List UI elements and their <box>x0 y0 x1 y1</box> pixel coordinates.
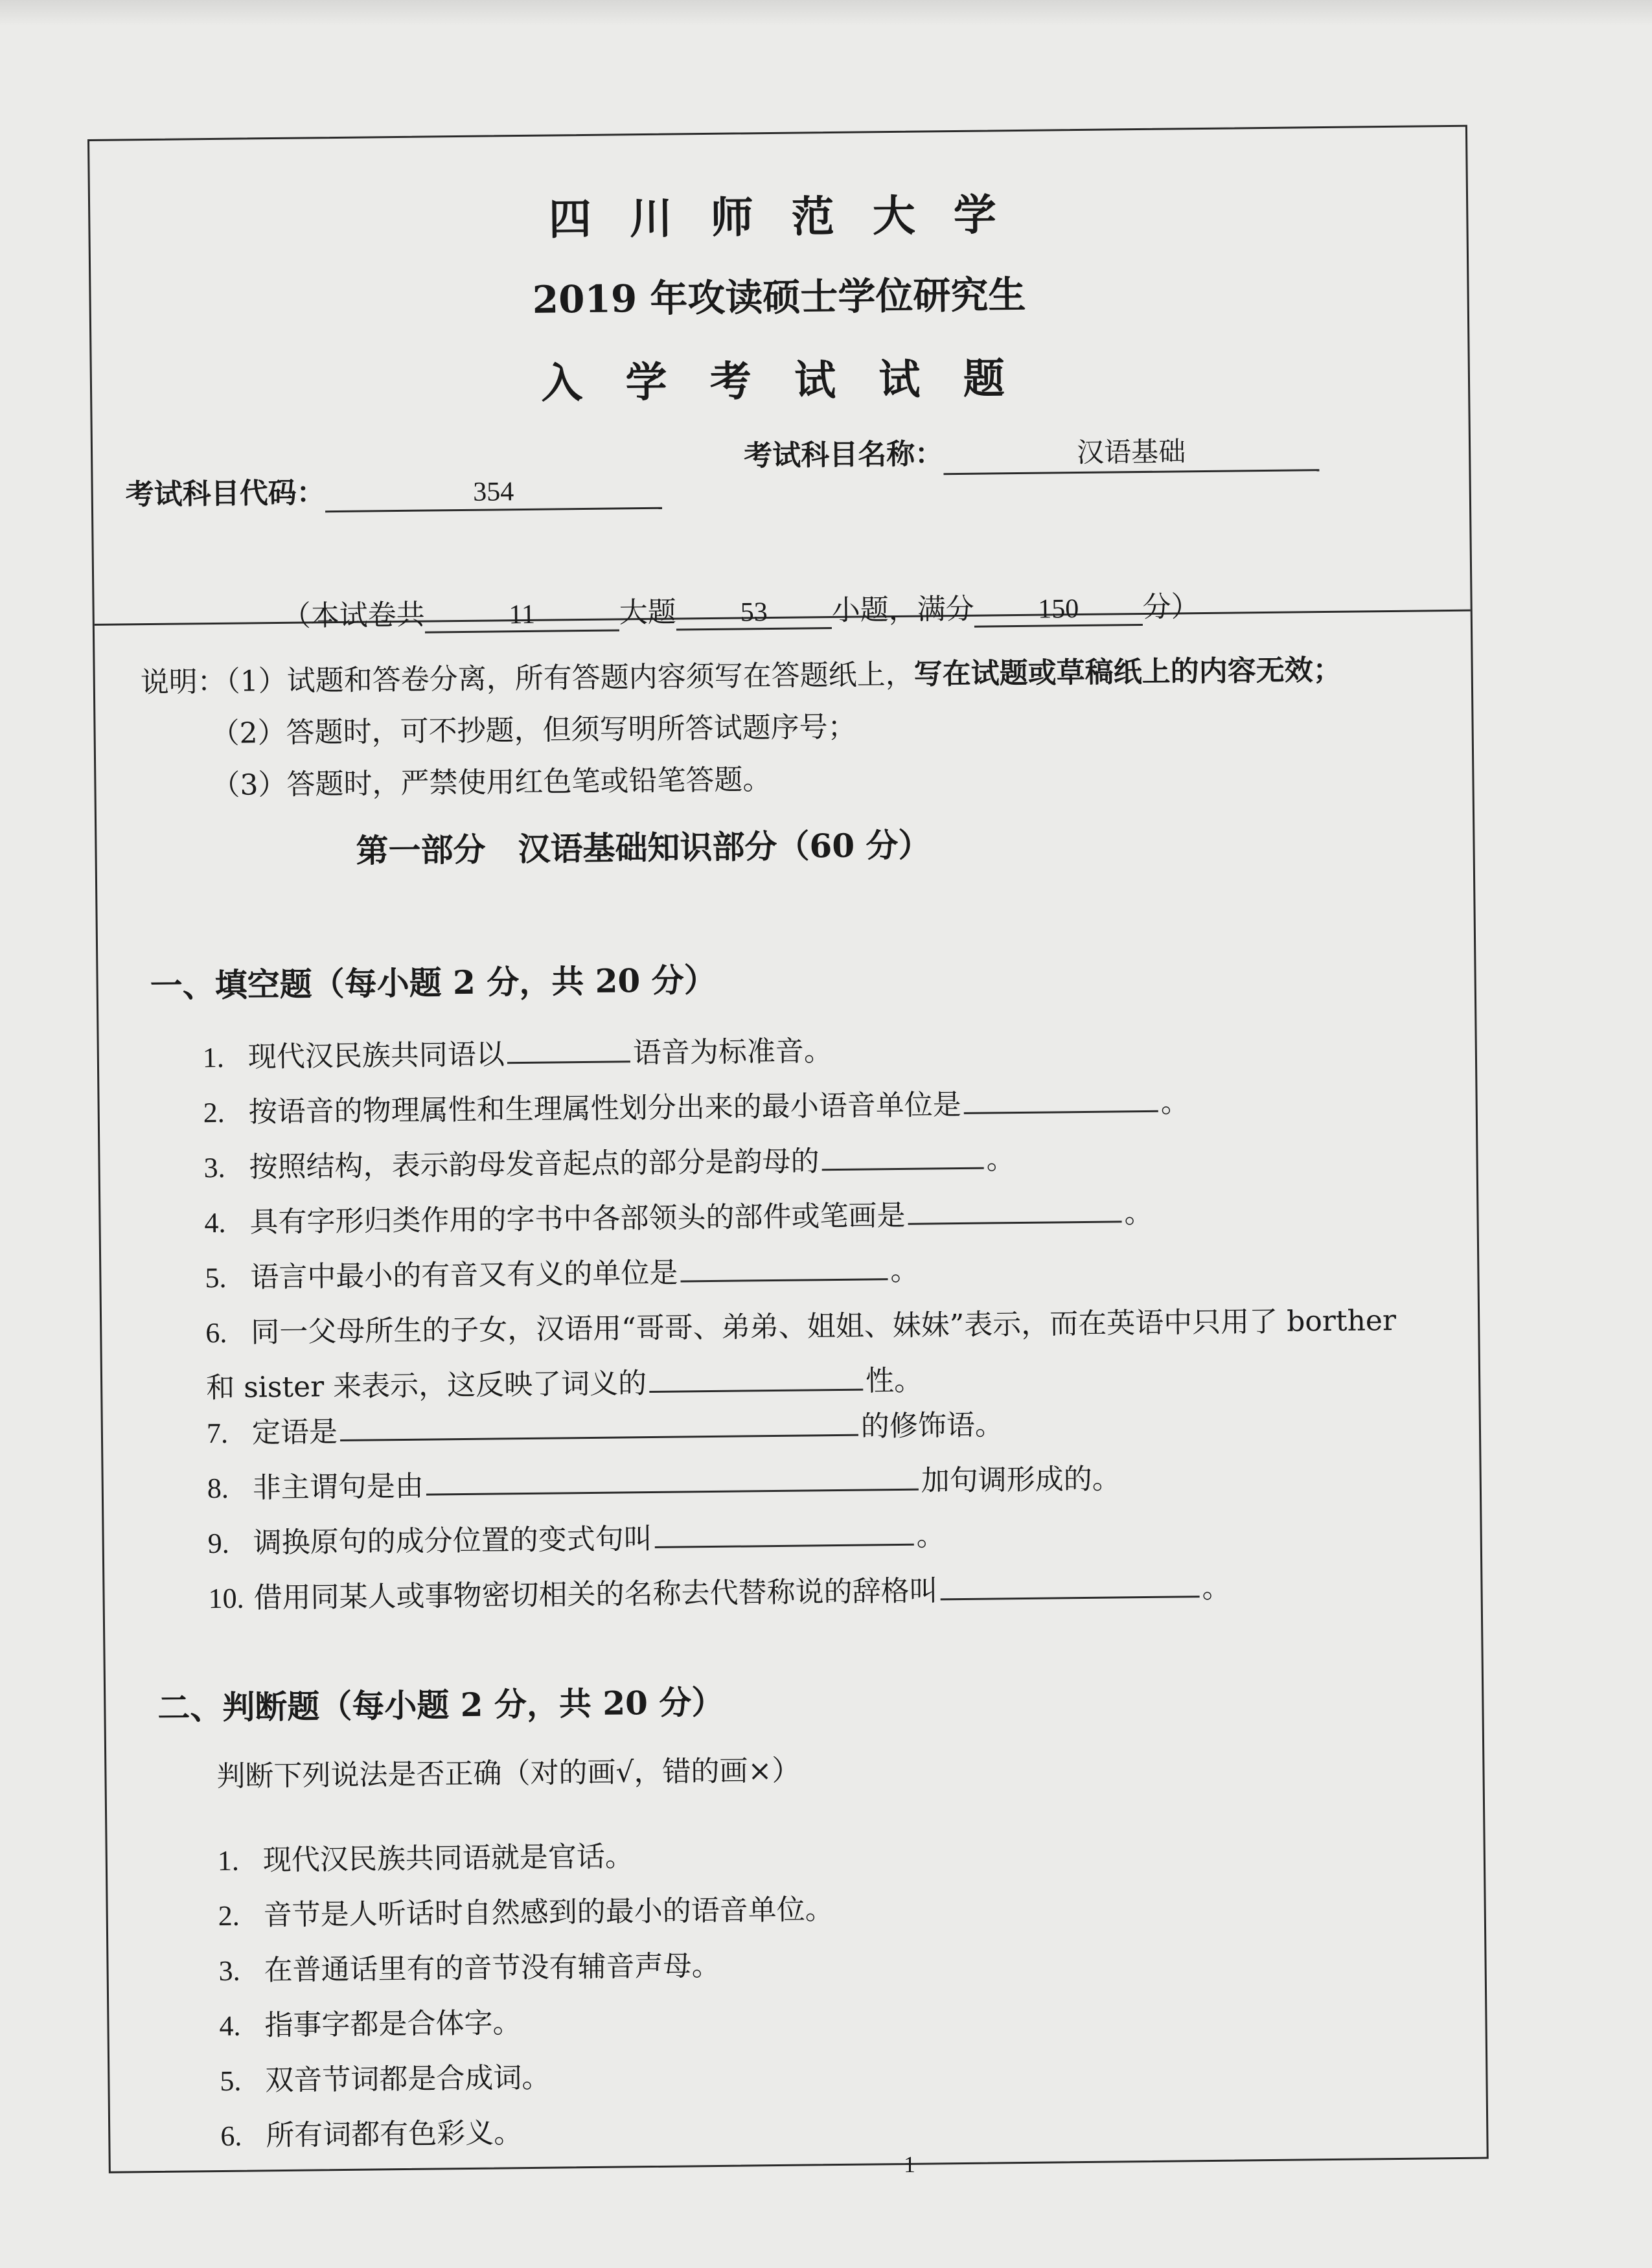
answer-blank <box>940 1570 1199 1600</box>
fill-question-6-continued: 和 sister 来表示，这反映了词义的 性。 <box>206 1357 923 1406</box>
answer-blank <box>654 1518 913 1548</box>
answer-blank <box>908 1195 1121 1224</box>
summary-prefix: （本试卷共 <box>282 598 425 633</box>
university-name: 四 川 师 范 大 学 <box>548 189 1009 245</box>
judge-question-5: 5. 双音节词都是合成词。 <box>220 2061 551 2098</box>
exam-summary-line <box>282 583 1200 635</box>
instruction-2: （2）答题时，可不抄题，但须写明所答试题序号； <box>211 710 856 751</box>
paper-edge <box>0 0 1652 26</box>
fill-question-9: 9. 调换原句的成分位置的变式句叫 。 <box>207 1512 945 1561</box>
answer-blank <box>649 1363 863 1393</box>
exam-page-frame <box>87 125 1489 2173</box>
subject-code-label: 考试科目代码： <box>125 476 326 512</box>
fill-question-5: 5. 语言中最小的有音又有义的单位是 。 <box>205 1247 919 1296</box>
section1-title: 一、填空题（每小题 2 分，共 20 分） <box>150 960 717 1005</box>
fill-question-3: 3. 按照结构，表示韵母发音起点的部分是韵母的 。 <box>203 1136 1015 1186</box>
fill-question-7: 7. 定语是 的修饰语。 <box>206 1408 1004 1450</box>
answer-blank <box>426 1463 919 1496</box>
part1-title: 第一部分 汉语基础知识部分（60 分） <box>356 825 931 870</box>
judge-question-6: 6. 所有词都有色彩义。 <box>220 2116 523 2153</box>
answer-blank <box>680 1252 888 1282</box>
fill-question-2: 2. 按语音的物理属性和生理属性划分出来的最小语音单位是 。 <box>203 1079 1189 1130</box>
small-questions-label: 小题，满分 <box>831 592 974 628</box>
exam-type-title: 入 学 考 试 试 题 <box>540 354 1020 408</box>
fill-question-8: 8. 非主谓句是由 加句调形成的。 <box>207 1462 1121 1505</box>
score-suffix: 分） <box>1142 590 1200 624</box>
exam-year-title: 2019 年攻读硕士学位研究生 <box>532 272 1026 322</box>
answer-blank <box>963 1084 1158 1114</box>
judge-question-3: 3. 在普通话里有的音节没有辅音声母。 <box>218 1949 720 1987</box>
answer-blank <box>821 1141 983 1171</box>
subject-name-value: 汉语基础 <box>943 429 1320 475</box>
instructions-label: 说明： <box>140 665 227 700</box>
fill-question-4: 4. 具有字形归类作用的字书中各部领头的部件或笔画是 。 <box>204 1189 1153 1241</box>
fill-question-1: 1. 现代汉民族共同语以 语音为标准音。 <box>202 1035 833 1074</box>
big-questions-label: 大题 <box>619 595 676 630</box>
answer-blank <box>340 1408 858 1441</box>
fill-question-6: 6. 同一父母所生的子女，汉语用“哥哥、弟弟、姐姐、妹妹”表示，而在英语中只用了 borther <box>205 1303 1397 1349</box>
big-questions-count: 11 <box>424 598 619 633</box>
judge-question-1: 1. 现代汉民族共同语就是官话。 <box>217 1840 634 1877</box>
subject-code-value: 354 <box>325 475 662 512</box>
subject-name-label: 考试科目名称： <box>743 437 944 473</box>
instruction-text-1: （1）试题和答卷分离，所有答题内容须写在答题纸上， <box>225 658 914 698</box>
invalid-content-warning: 写在试题或草稿纸上的内容无效； <box>913 653 1342 691</box>
exam-header-box <box>89 127 1471 626</box>
section2-instruction: 判断下列说法是否正确（对的画√，错的画×） <box>216 1754 801 1794</box>
small-questions-count: 53 <box>676 596 832 631</box>
instruction-1 <box>140 647 1342 700</box>
fill-question-10: 10. 借用同某人或事物密切相关的名称去代替称说的辞格叫 。 <box>208 1564 1231 1617</box>
answer-blank <box>507 1035 630 1064</box>
section2-title: 二、判断题（每小题 2 分，共 20 分） <box>157 1682 724 1727</box>
judge-question-4: 4. 指事字都是合体字。 <box>219 2006 522 2043</box>
instruction-3: （3）答题时，严禁使用红色笔或铅笔答题。 <box>211 763 772 803</box>
subject-code-row <box>125 466 662 515</box>
judge-question-2: 2. 音节是人听话时自然感到的最小的语音单位。 <box>218 1893 834 1932</box>
full-score-value: 150 <box>974 593 1143 628</box>
page-number: 1 <box>904 2151 915 2177</box>
subject-name-row <box>744 426 1320 477</box>
